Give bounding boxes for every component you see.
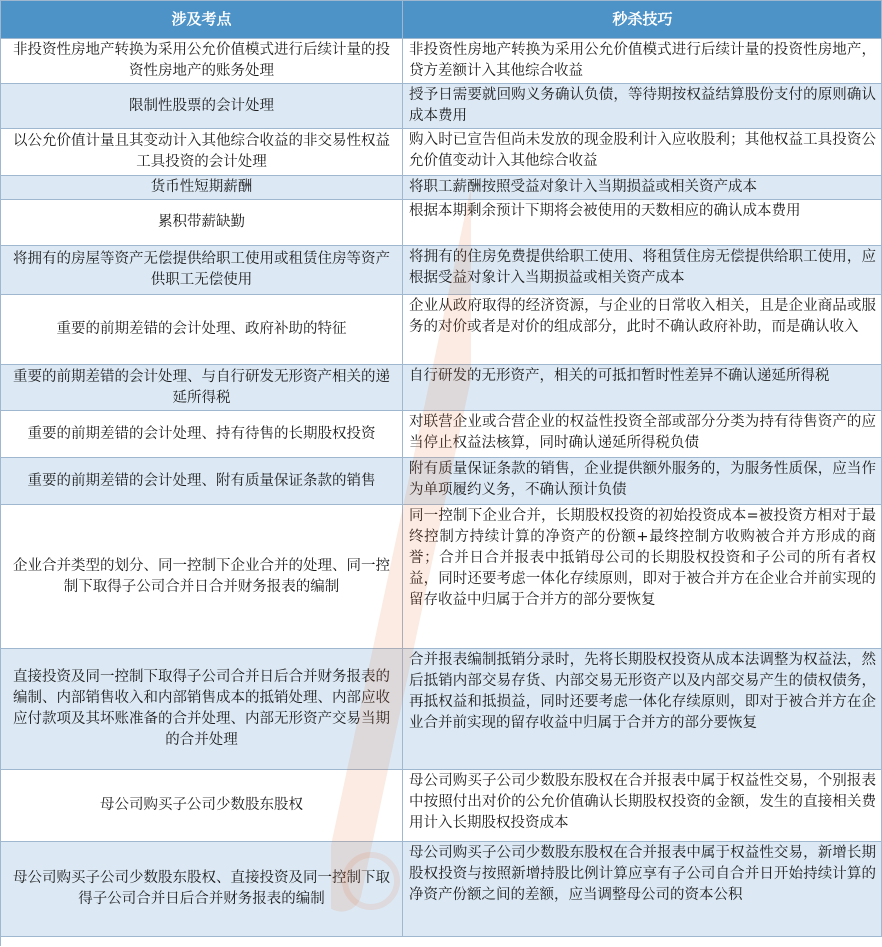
table-row <box>1 411 882 458</box>
table-row <box>1 39 882 84</box>
table-row <box>1 458 882 505</box>
header-quick-tip: 秒杀技巧 <box>403 1 882 39</box>
quick-tip-cell: 将职工薪酬按照受益对象计入当期损益或相关资产成本 <box>403 176 882 200</box>
exam-point-cell: 将拥有的房屋等资产无偿提供给职工使用或租赁住房等资产供职工无偿使用 <box>1 246 403 295</box>
table-row <box>1 365 882 411</box>
quick-tip-cell: 自行研发的无形资产，相关的可抵扣暂时性差异不确认递延所得税 <box>403 365 882 411</box>
quick-tip-cell: 母公司购买子公司少数股东股权在合并报表中属于权益性交易，新增长期股权投资与按照新增持股比例计算应享有子公司自合并日开始持续计算的净资产份额之间的差额，应当调整母公司的资本公积 <box>403 842 882 937</box>
table-header-row <box>1 1 882 39</box>
quick-tip-cell: 购入时已宣告但尚未发放的现金股利计入应收股利；其他权益工具投资公允价值变动计入其他综合收益 <box>403 129 882 176</box>
quick-tip-cell: 企业从政府取得的经济资源，与企业的日常收入相关，且是企业商品或服务的对价或者是对价的组成部分，此时不确认政府补助，而是确认收入 <box>403 295 882 365</box>
quick-tip-cell: 母公司购买子公司少数股东股权在合并报表中属于权益性交易，个别报表中按照付出对价的公允价值确认长期股权投资的金额，发生的直接相关费用计入长期股权投资成本 <box>403 770 882 842</box>
table-row <box>1 505 882 649</box>
exam-point-cell: 直接投资及同一控制下取得子公司合并日后合并财务报表的编制、内部销售收入和内部销售成本的抵销处理、内部应收应付款项及其坏账准备的合并处理、内部无形资产交易当期的合并处理 <box>1 649 403 770</box>
table-row <box>1 295 882 365</box>
exam-point-cell: 重要的前期差错的会计处理、持有待售的长期股权投资 <box>1 411 403 458</box>
table-row <box>1 246 882 295</box>
quick-tip-cell: 授予日需要就回购义务确认负债，等待期按权益结算股份支付的原则确认成本费用 <box>403 84 882 129</box>
exam-point-cell: 货币性短期薪酬 <box>1 176 403 200</box>
exam-point-cell: 母公司购买子公司少数股东股权、直接投资及同一控制下取得子公司合并日后合并财务报表的编制 <box>1 842 403 937</box>
quick-tip-cell: 同一控制下企业合并，长期股权投资的初始投资成本=被投资方相对于最终控制方持续计算的净资产的份额+最终控制方收购被合并方形成的商誉；合并日合并报表中抵销母公司的长期股权投资和子公司的所有者权益，同时还要考虑一体化存续原则，即对于被合并方在企业合并前实现的留存收益中归属于合并方的部分要恢复 <box>403 505 882 649</box>
exam-point-cell: 企业合并类型的划分、同一控制下企业合并的处理、同一控制下取得子公司合并日合并财务报表的编制 <box>1 505 403 649</box>
table-row <box>1 176 882 200</box>
exam-point-cell: 累积带薪缺勤 <box>1 200 403 246</box>
header-exam-point: 涉及考点 <box>1 1 403 39</box>
quick-tip-cell: 附有质量保证条款的销售，企业提供额外服务的，为服务性质保，应当作为单项履约义务，不确认预计负债 <box>403 458 882 505</box>
table-row <box>1 129 882 176</box>
exam-point-cell: 重要的前期差错的会计处理、与自行研发无形资产相关的递延所得税 <box>1 365 403 411</box>
exam-point-cell: 重要的前期差错的会计处理、附有质量保证条款的销售 <box>1 458 403 505</box>
exam-point-cell: 以公允价值计量且其变动计入其他综合收益的非交易性权益工具投资的会计处理 <box>1 129 403 176</box>
table-row <box>1 649 882 770</box>
quick-tip-cell: 非投资性房地产转换为采用公允价值模式进行后续计量的投资性房地产，贷方差额计入其他综合收益 <box>403 39 882 84</box>
quick-tip-cell: 对联营企业或合营企业的权益性投资全部或部分分类为持有待售资产的应当停止权益法核算，同时确认递延所得税负债 <box>403 411 882 458</box>
table-row <box>1 84 882 129</box>
exam-point-cell: 重要的前期差错的会计处理、政府补助的特征 <box>1 295 403 365</box>
exam-point-cell: 限制性股票的会计处理 <box>1 84 403 129</box>
quick-tip-cell: 根据本期剩余预计下期将会被使用的天数相应的确认成本费用 <box>403 200 882 246</box>
exam-point-cell: 非投资性房地产转换为采用公允价值模式进行后续计量的投资性房地产的账务处理 <box>1 39 403 84</box>
table-row <box>1 842 882 937</box>
exam-point-cell: 母公司购买子公司少数股东股权 <box>1 770 403 842</box>
table-row <box>1 770 882 842</box>
table-row <box>1 200 882 246</box>
quick-tip-cell: 合并报表编制抵销分录时，先将长期股权投资从成本法调整为权益法，然后抵销内部交易存货、内部交易无形资产以及内部交易产生的债权债务，再抵权益和抵损益，同时还要考虑一体化存续原则，即对于被合并方在企业合并前实现的留存收益中归属于合并方的部分要恢复 <box>403 649 882 770</box>
quick-tip-cell: 将拥有的住房免费提供给职工使用、将租赁住房无偿提供给职工使用，应根据受益对象计入当期损益或相关资产成本 <box>403 246 882 295</box>
